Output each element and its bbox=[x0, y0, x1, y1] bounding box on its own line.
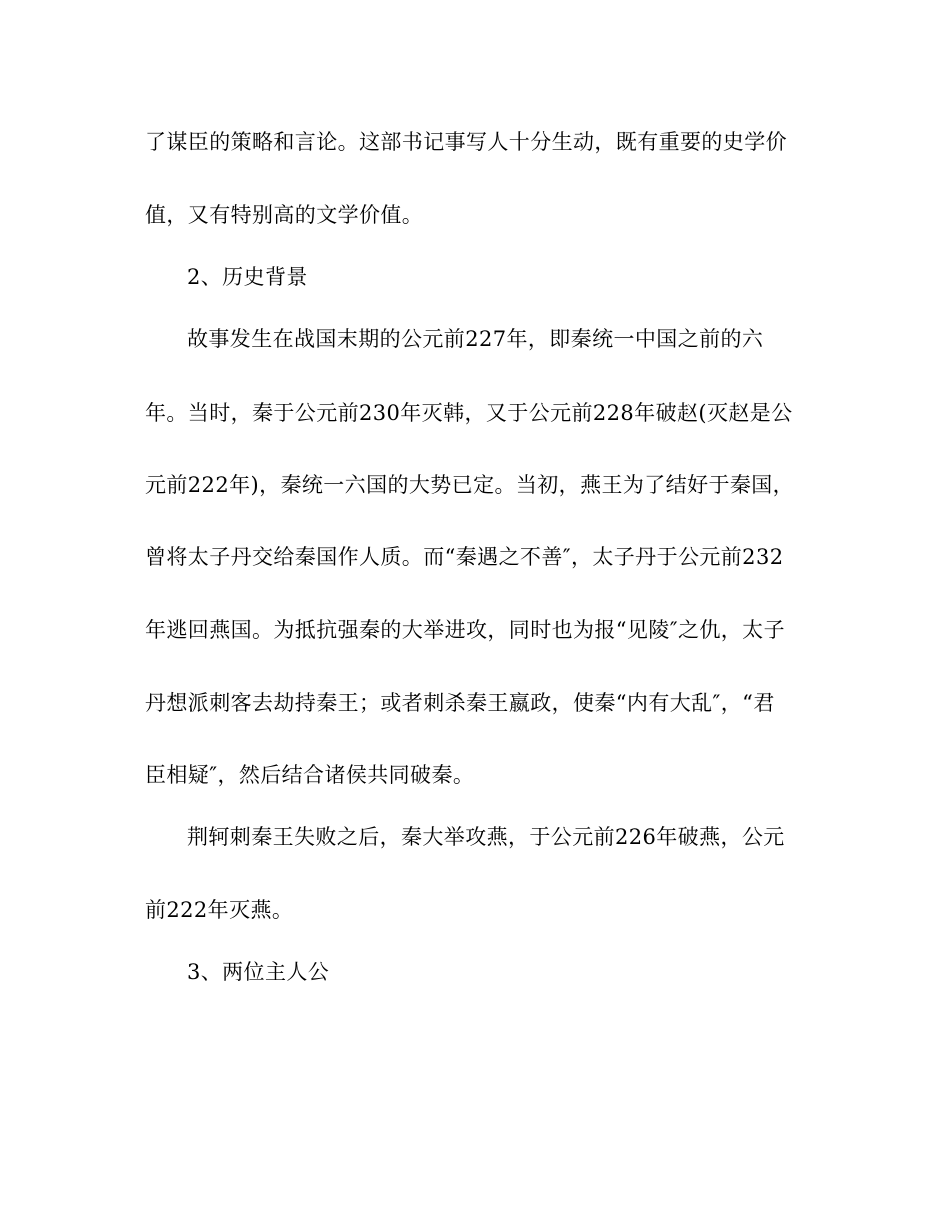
text-line: 年逃回燕国。为抵抗强秦的大举进攻，同时也为报“见陵″之仇，太子 bbox=[145, 618, 785, 642]
text-line: 前222年灭燕。 bbox=[145, 898, 294, 922]
text-line: 丹想派刺客去劫持秦王；或者刺杀秦王嬴政，使秦“内有大乱″，“君 bbox=[145, 691, 775, 715]
text-line: 了谋臣的策略和言论。这部书记事写人十分生动，既有重要的史学价 bbox=[145, 130, 787, 154]
text-line: 年。当时，秦于公元前230年灭韩，又于公元前228年破赵(灭赵是公 bbox=[145, 401, 793, 425]
text-line: 元前222年)，秦统一六国的大势已定。当初，燕王为了结好于秦国， bbox=[145, 473, 795, 497]
section-heading: 2、历史背景 bbox=[187, 265, 308, 289]
text-line: 臣相疑″，然后结合诸侯共同破秦。 bbox=[145, 763, 475, 787]
text-line: 值，又有特别高的文学价值。 bbox=[145, 203, 424, 227]
text-line: 曾将太子丹交给秦国作人质。而“秦遇之不善″，太子丹于公元前232 bbox=[145, 545, 784, 569]
section-heading: 3、两位主人公 bbox=[187, 960, 330, 984]
text-line: 荆轲刺秦王失败之后，秦大举攻燕，于公元前226年破燕，公元 bbox=[187, 825, 785, 849]
text-line: 故事发生在战国末期的公元前227年，即秦统一中国之前的六 bbox=[187, 327, 764, 351]
